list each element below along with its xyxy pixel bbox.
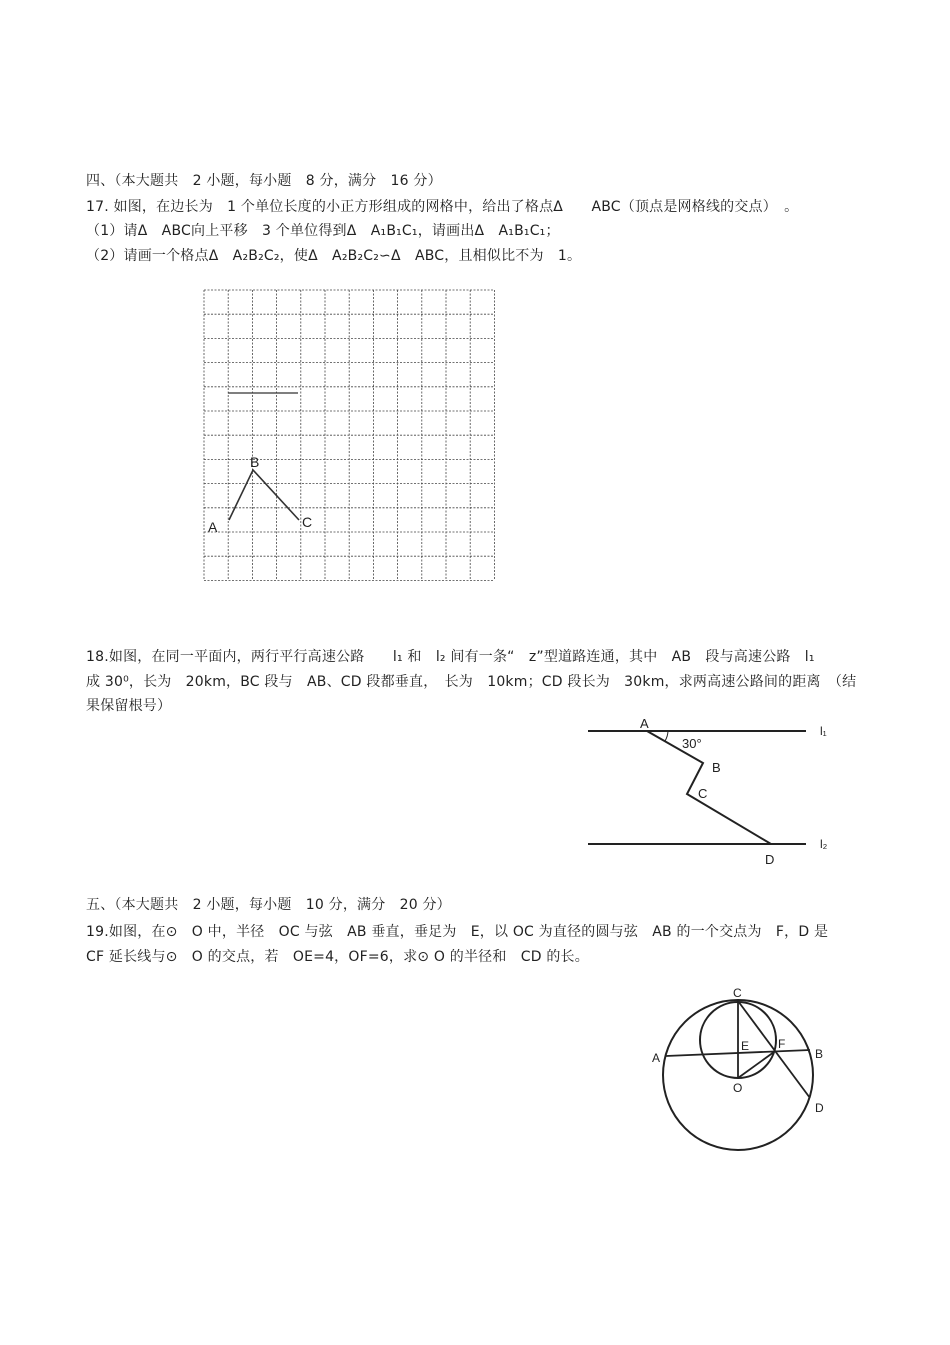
label-f: F [778,1037,786,1051]
label-b: B [712,760,721,775]
q17-grid-figure [198,285,498,605]
q18-line-2: 成 30⁰，长为 20km，BC 段与 AB、CD 段都垂直， 长为 10km；CD 段长为 30km，求两高速公路间的距离 （结 [86,674,857,690]
label-c: C [302,514,313,530]
grid-lines [204,290,494,580]
q19-circle-figure [645,982,835,1154]
label-c: C [698,786,708,801]
label-b: B [250,454,260,470]
q17-line-3: （2）请画一个格点Δ A₂B₂C₂，使Δ A₂B₂C₂∽Δ ABC，且相似比不为 1。 [86,248,582,264]
q19-line-1: 19.如图，在⊙ O 中，半径 OC 与弦 AB 垂直，垂足为 E，以 OC 为直径的圆与弦 AB 的一个交点为 F，D 是 [86,924,829,940]
label-d: D [815,1101,824,1115]
angle-arc [665,731,668,741]
label-l1: l₁ [820,724,827,738]
angle-label: 30° [682,736,702,751]
q18-highway-figure [580,710,840,875]
z-road [647,731,771,844]
section-4-heading: 四、（本大题共 2 小题，每小题 8 分，满分 16 分） [86,173,442,189]
triangle-abc [229,470,299,520]
q19-line-2: CF 延长线与⊙ O 的交点，若 OE=4，OF=6，求⊙ O 的半径和 CD 的长。 [86,949,589,965]
label-e: E [741,1039,750,1053]
label-l2: l₂ [820,837,828,851]
q18-line-1: 18.如图，在同一平面内，两行平行高速公路 l₁ 和 l₂ 间有一条“ z”型道路连通，其中 AB 段与高速公路 l₁ [86,649,815,665]
label-b: B [815,1047,824,1061]
q17-line-1: 17. 如图，在边长为 1 个单位长度的小正方形组成的网格中，给出了格点Δ ABC（顶点是网格线的交点） 。 [86,199,799,215]
section-5-heading: 五、（本大题共 2 小题，每小题 10 分，满分 20 分） [86,897,451,913]
label-a: A [652,1051,661,1065]
label-o: O [733,1081,743,1095]
q17-line-2: （1）请Δ ABC向上平移 3 个单位得到Δ A₁B₁C₁，请画出Δ A₁B₁C₁； [86,223,560,239]
q18-line-3: 果保留根号） [86,698,172,714]
label-d: D [765,852,775,867]
label-a: A [208,519,218,535]
label-a: A [640,716,649,731]
label-c: C [733,986,742,1000]
